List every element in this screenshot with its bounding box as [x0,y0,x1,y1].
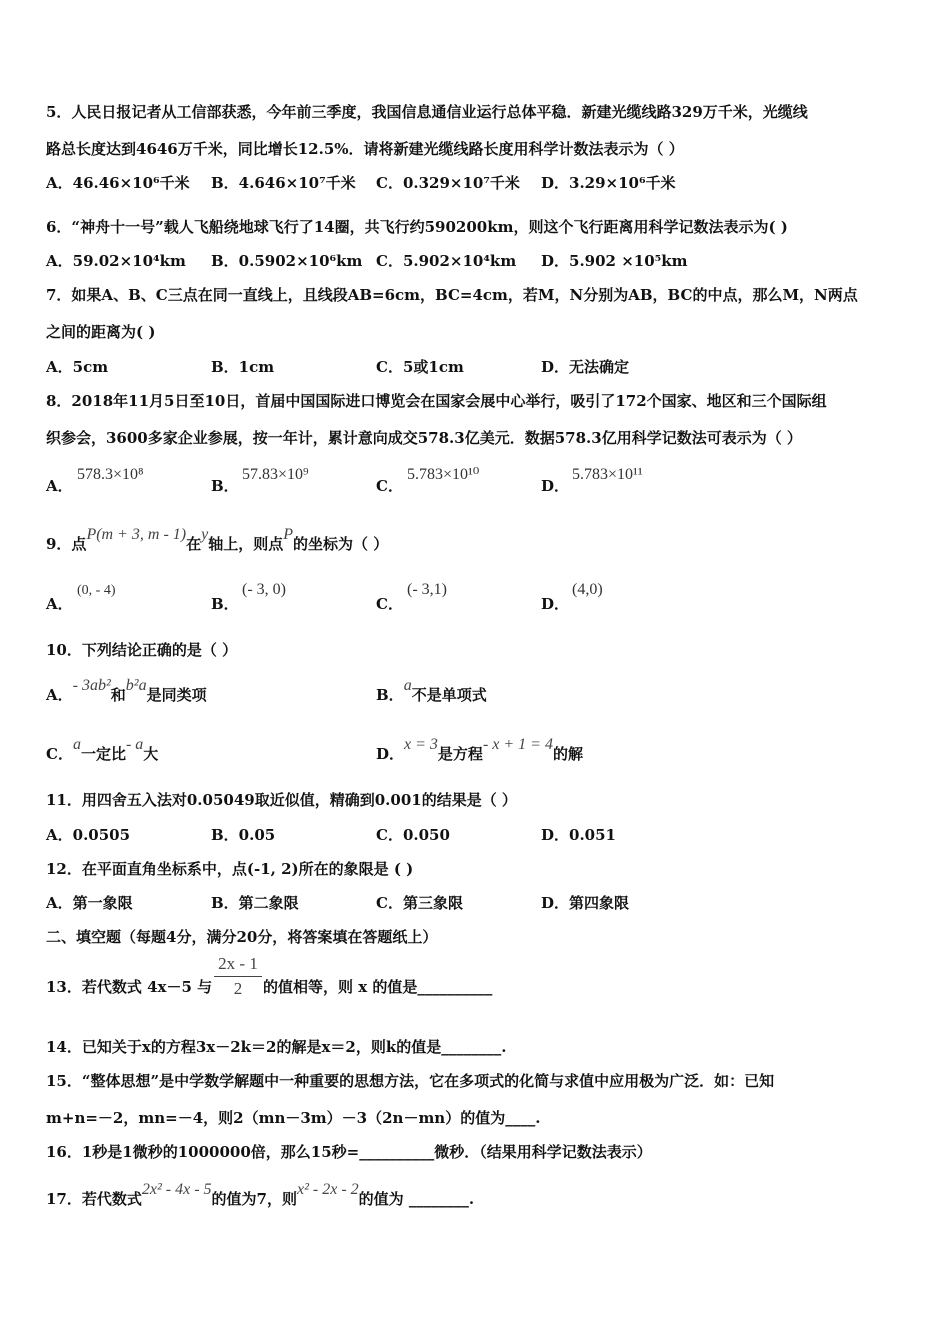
q10-a-text2: 是同类项 [146,686,207,704]
q9-axis: y [201,526,209,543]
q8-line1: 8．2018年11月5日至10日，首届中国国际进口博览会在国家会展中心举行，吸引了172个国家、地区和三个国际组 [46,392,827,410]
q12-stem: 12．在平面直角坐标系中，点(-1, 2)所在的象限是 ( ) [46,860,414,878]
q7-option-b: B．1cm [211,358,275,376]
q9-option-d-value: (4,0) [572,581,603,598]
q13-fraction-bar [214,976,262,977]
q10-a-text1: 和 [110,686,126,704]
q11-option-c: C．0.050 [376,826,450,844]
q9-option-b-value: (- 3, 0) [242,581,286,598]
q5-option-a: A．46.46×10⁶千米 [46,174,190,192]
q13-fraction [214,954,262,999]
q10-option-d [376,736,583,765]
q17-expr1: 2x² - 4x - 5 [141,1181,212,1198]
q5-option-d: D．3.29×10⁶千米 [541,174,676,192]
q8-option-b-label: B． [211,477,239,495]
q9-prefix: 9．点 [46,535,87,553]
q10-d-text2: 的解 [552,745,583,763]
q17-prefix: 17．若代数式 [46,1190,142,1208]
q10-d-text1: 是方程 [437,745,483,763]
q16-stem: 16．1秒是1微秒的1000000倍，那么15秒=__________微秒．（结果用科学记数法表示） [46,1143,652,1161]
q10-c-text2: 大 [143,745,159,763]
q15-line2: m+n=－2，mn=－4，则2（mn－3m）－3（2n－mn）的值为____. [46,1109,541,1127]
q5-line2: 路总长度达到4646万千米，同比增长12.5%．请将新建光缆线路长度用科学计数法表示为（ ） [46,140,684,158]
q11-stem: 11．用四舍五入法对0.05049取近似值，精确到0.001的结果是（ ） [46,791,517,809]
q7-option-c: C．5或1cm [376,358,464,376]
q13-fraction-denominator: 2 [233,979,243,998]
q17-suffix: 的值为 ________. [358,1190,475,1208]
q9-option-b-label: B． [211,595,239,613]
q8-option-c-label: C． [376,477,403,495]
q12-option-c: C．第三象限 [376,894,463,912]
q10-b-expr1: a [403,677,412,694]
q6-option-c: C．5.902×10⁴km [376,252,517,270]
q5-option-b: B．4.646×10⁷千米 [211,174,356,192]
q10-a-label: A． [46,686,73,704]
q9-point-expr: P(m + 3, m - 1) [86,526,187,543]
section-heading-fill-in: 二、填空题（每题4分，满分20分，将答案填在答题纸上） [46,928,438,946]
q9-suffix: 的坐标为（ ） [293,535,389,553]
q5-option-c: C．0.329×10⁷千米 [376,174,520,192]
q10-option-b [376,677,487,706]
q9-option-d-label: D． [541,595,570,613]
q10-c-expr2: - a [125,736,144,753]
q10-d-expr2: - x + 1 = 4 [482,736,553,753]
q10-a-expr1: - 3ab² [72,677,111,694]
q17-mid: 的值为7，则 [211,1190,297,1208]
q9-option-c-value: (- 3,1) [407,581,447,598]
q13-suffix: 的值相等，则 x 的值是__________ [263,978,493,996]
q10-c-label: C． [46,745,73,763]
q13-fraction-numerator: 2x - 1 [218,954,258,973]
q12-option-b: B．第二象限 [211,894,299,912]
q12-option-d: D．第四象限 [541,894,630,912]
q9-option-c-label: C． [376,595,403,613]
q10-d-expr1: x = 3 [404,736,438,753]
q8-option-a-value: 578.3×10⁸ [77,466,144,483]
q10-b-text1: 不是单项式 [411,686,487,704]
q5-line1: 5．人民日报记者从工信部获悉，今年前三季度，我国信息通信业运行总体平稳．新建光缆线路329万千米，光缆线 [46,103,808,121]
q9-option-a-label: A． [46,595,73,613]
q12-option-a: A．第一象限 [46,894,133,912]
q11-option-b: B．0.05 [211,826,276,844]
q7-option-a: A．5cm [46,358,109,376]
q14-stem: 14．已知关于x的方程3x－2k＝2的解是x＝2，则k的值是________. [46,1038,507,1056]
q17-stem [46,1181,475,1210]
q8-option-a-label: A． [46,477,73,495]
q8-option-b-value: 57.83×10⁹ [242,466,309,483]
q7-line1: 7．如果A、B、C三点在同一直线上，且线段AB=6cm，BC=4cm，若M，N分别为AB，BC的中点，那么M，N两点 [46,286,858,304]
q11-option-d: D．0.051 [541,826,616,844]
q6-line1: 6．“神舟十一号”载人飞船绕地球飞行了14圈，共飞行约590200km，则这个飞行距离用科学记数法表示为( ) [46,218,788,236]
q10-a-expr2: b²a [125,677,147,694]
q10-option-a [46,677,207,706]
q10-b-label: B． [376,686,404,704]
q6-option-d: D．5.902 ×10⁵km [541,252,688,270]
q10-d-label: D． [376,745,405,763]
q9-option-a-value: (0, - 4) [77,583,116,598]
q9-point-name: P [283,526,294,543]
q10-option-c [46,736,159,765]
q8-line2: 织参会，3600多家企业参展，按一年计，累计意向成交578.3亿美元．数据578.3亿用科学记数法可表示为（ ） [46,429,802,447]
q17-expr2: x² - 2x - 2 [296,1181,359,1198]
q7-line2: 之间的距离为( ) [46,323,156,341]
q11-option-a: A．0.0505 [46,826,131,844]
q9-mid2: 轴上，则点 [208,535,284,553]
q6-option-a: A．59.02×10⁴km [46,252,186,270]
q10-stem: 10．下列结论正确的是（ ） [46,641,238,659]
q13-prefix: 13．若代数式 4x－5 与 [46,978,213,996]
q8-option-d-value: 5.783×10¹¹ [572,466,643,483]
q7-option-d: D．无法确定 [541,358,630,376]
q8-option-c-value: 5.783×10¹⁰ [407,466,480,483]
q10-c-expr1: a [72,736,81,753]
q9-stem [46,526,389,555]
q6-option-b: B．0.5902×10⁶km [211,252,363,270]
q15-line1: 15．“整体思想”是中学数学解题中一种重要的思想方法，它在多项式的化简与求值中应用极为广泛．如：已知 [46,1072,775,1090]
q8-option-d-label: D． [541,477,570,495]
q10-c-text1: 一定比 [80,745,126,763]
q9-mid1: 在 [186,535,202,553]
